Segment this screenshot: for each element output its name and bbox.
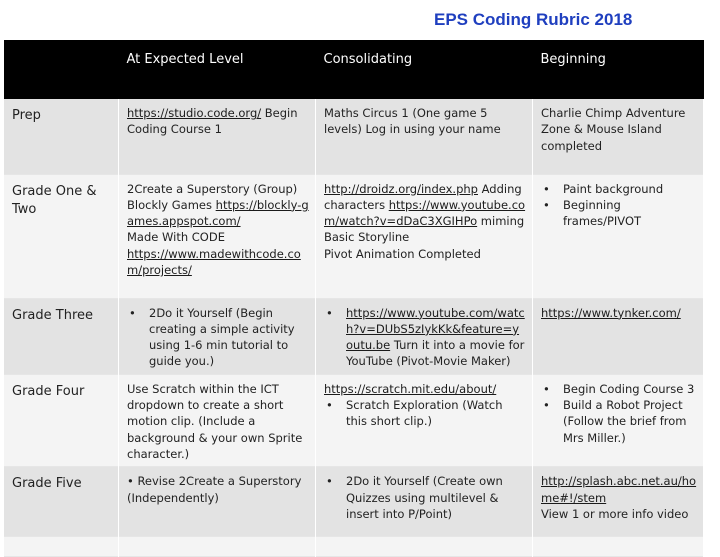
tynker-link[interactable]: https://www.tynker.com/ — [541, 305, 681, 320]
cell-text: View 1 or more info video — [541, 507, 689, 522]
cell-expected — [119, 467, 316, 537]
table-row-grade-one-two — [4, 174, 704, 298]
row-label: Prep — [4, 99, 119, 174]
cell-text: Turn it into a movie for YouTube (Pivot-Movie Maker) — [346, 338, 525, 369]
bullet-item — [324, 305, 526, 370]
cell-beginning — [533, 467, 704, 537]
bullet-item: • 2Do it Yourself (Begin creating a simple activity using 1-6 min tutorial to guide you.) — [127, 305, 309, 370]
cell-consolidating — [316, 467, 533, 537]
row-label: Grade Four — [4, 374, 119, 467]
header-expected: At Expected Level — [119, 40, 316, 99]
table-row-grade-four — [4, 374, 704, 467]
scratch-link[interactable]: https://scratch.mit.edu/about/ — [324, 381, 497, 396]
cell-consolidating — [316, 174, 533, 298]
madewithcode-link[interactable]: https://www.madewithcode.com/projects/ — [127, 246, 301, 278]
row-label: Grade Three — [4, 298, 119, 374]
cell-consolidating: Maths Circus 1 (One game 5 levels) Log in using your name — [316, 99, 533, 174]
table-header-row — [4, 40, 704, 99]
bullet-item: • Paint background — [541, 181, 697, 197]
cell-expected — [119, 298, 316, 374]
cell-text: miming — [480, 214, 525, 229]
row-label: Grade One & Two — [4, 174, 119, 298]
abc-splash-link[interactable]: http://splash.abc.net.au/home#!/stem — [541, 474, 697, 505]
cell-expected — [119, 99, 316, 174]
cell-text: Pivot Animation Completed — [324, 246, 481, 261]
cell-text: Basic Storyline — [324, 230, 410, 245]
table-row-grade-three — [4, 298, 704, 374]
cell-expected — [119, 174, 316, 298]
bullet-item: • Begin Coding Course 3 — [541, 381, 697, 397]
header-empty — [4, 40, 119, 99]
blockly-games-link[interactable]: https://blockly-games.appspot.com/ — [127, 197, 309, 229]
bullet-item: • Beginning frames/PIVOT — [541, 197, 697, 230]
cell-beginning — [533, 298, 704, 374]
bullet-item: • 2Do it Yourself (Create own Quizzes using multilevel & insert into P/Point) — [324, 473, 526, 522]
row-label: Grade Five — [4, 467, 119, 537]
table-row-grade-five — [4, 467, 704, 537]
cell-text: Begin Coding Course 1 — [127, 106, 298, 137]
cell-text: Made With CODE — [127, 230, 225, 245]
cell-beginning: Charlie Chimp Adventure Zone & Mouse Island completed — [533, 99, 704, 174]
header-consolidating: Consolidating — [316, 40, 533, 99]
cell-beginning — [533, 374, 704, 467]
cell-expected: Use Scratch within the ICT dropdown to create a short motion clip. (Include a background & your own Sprite character.) — [119, 374, 316, 467]
cell-consolidating — [316, 298, 533, 374]
bullet-item: • Build a Robot Project (Follow the brief from Mrs Miller.) — [541, 397, 697, 446]
page-title: EPS Coding Rubric 2018 — [434, 10, 633, 29]
bullet-item: • Revise 2Create a Superstory (Independently) — [127, 474, 301, 504]
header-beginning: Beginning — [533, 40, 704, 99]
cell-beginning — [533, 174, 704, 298]
droidz-link[interactable]: http://droidz.org/index.php — [324, 181, 478, 196]
bullet-item: • Scratch Exploration (Watch this short clip.) — [324, 397, 526, 430]
cell-text: 2Create a Superstory (Group) Blockly Games — [127, 181, 298, 212]
studio-code-link[interactable]: https://studio.code.org/ — [127, 106, 262, 120]
table-row-prep — [4, 99, 704, 174]
youtube-link[interactable]: https://www.youtube.com/watch?v=DUbS5zIykKk&feature=youtu.be — [346, 305, 525, 353]
cell-consolidating — [316, 374, 533, 467]
youtube-link[interactable]: https://www.youtube.com/watch?v=dDaC3XGIHPo — [324, 197, 526, 229]
cell-text: Adding characters — [324, 181, 522, 212]
rubric-table — [3, 40, 704, 557]
